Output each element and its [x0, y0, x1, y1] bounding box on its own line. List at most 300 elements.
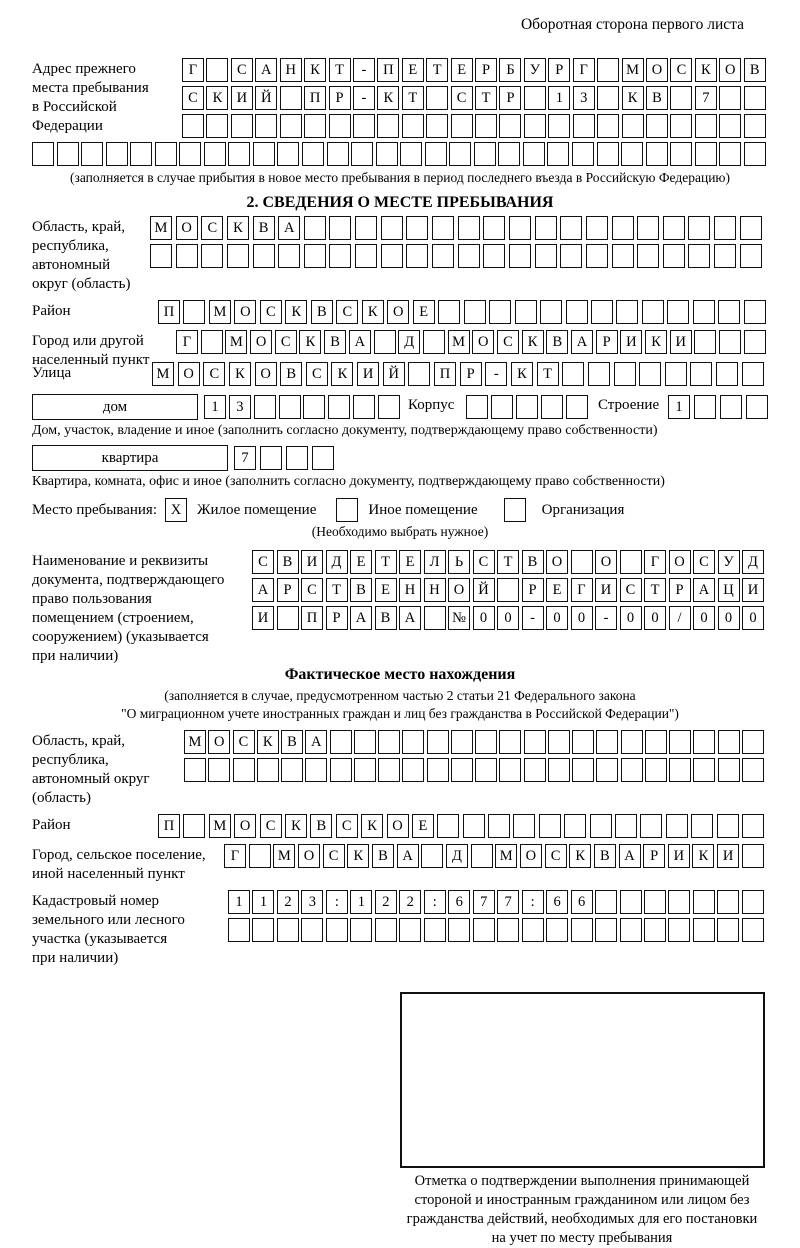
char-cell[interactable] [640, 814, 662, 838]
char-cell[interactable] [620, 918, 642, 942]
char-cell[interactable] [644, 890, 666, 914]
char-cell[interactable]: К [304, 58, 326, 82]
char-cell[interactable]: В [311, 300, 333, 324]
char-cell[interactable]: Р [326, 606, 348, 630]
char-cell[interactable] [426, 114, 448, 138]
char-cell[interactable] [670, 114, 692, 138]
char-cell[interactable] [408, 362, 430, 386]
char-cell[interactable]: Т [375, 550, 397, 574]
char-cell[interactable] [693, 730, 715, 754]
char-cell[interactable]: С [336, 814, 358, 838]
char-cell[interactable]: М [273, 844, 295, 868]
char-cell[interactable]: Е [350, 550, 372, 574]
char-cell[interactable] [451, 730, 473, 754]
char-cell[interactable] [597, 142, 619, 166]
char-cell[interactable] [646, 142, 668, 166]
char-cell[interactable] [597, 114, 619, 138]
char-cell[interactable]: О [387, 814, 409, 838]
char-cell[interactable]: К [229, 362, 251, 386]
char-cell[interactable] [694, 395, 716, 419]
char-cell[interactable] [693, 890, 715, 914]
char-cell[interactable] [595, 918, 617, 942]
char-cell[interactable] [378, 730, 400, 754]
char-cell[interactable]: Р [277, 578, 299, 602]
char-cell[interactable] [645, 730, 667, 754]
confirmation-stamp-box[interactable] [400, 992, 765, 1168]
char-cell[interactable] [378, 395, 400, 419]
char-cell[interactable]: О [234, 814, 256, 838]
checkbox-residential[interactable]: X [165, 498, 187, 522]
char-cell[interactable]: Е [546, 578, 568, 602]
char-cell[interactable]: В [277, 550, 299, 574]
char-cell[interactable]: 0 [742, 606, 764, 630]
char-cell[interactable] [228, 142, 250, 166]
char-cell[interactable]: Г [224, 844, 246, 868]
char-cell[interactable]: С [473, 550, 495, 574]
char-cell[interactable]: В [253, 216, 275, 240]
char-cell[interactable] [377, 114, 399, 138]
char-cell[interactable] [424, 606, 446, 630]
char-cell[interactable]: О [646, 58, 668, 82]
char-cell[interactable]: Р [460, 362, 482, 386]
char-cell[interactable]: Е [412, 814, 434, 838]
char-cell[interactable] [644, 918, 666, 942]
char-cell[interactable] [424, 918, 446, 942]
char-cell[interactable]: 7 [497, 890, 519, 914]
char-cell[interactable]: Г [571, 578, 593, 602]
char-cell[interactable]: М [209, 300, 231, 324]
char-cell[interactable]: М [225, 330, 247, 354]
char-cell[interactable]: В [546, 330, 568, 354]
char-cell[interactable]: В [310, 814, 332, 838]
char-cell[interactable] [255, 114, 277, 138]
char-cell[interactable] [596, 758, 618, 782]
char-cell[interactable] [451, 758, 473, 782]
char-cell[interactable]: - [353, 58, 375, 82]
char-cell[interactable]: Р [643, 844, 665, 868]
char-cell[interactable]: 2 [277, 890, 299, 914]
char-cell[interactable] [666, 814, 688, 838]
char-cell[interactable]: В [324, 330, 346, 354]
char-cell[interactable] [32, 142, 54, 166]
char-cell[interactable]: Н [280, 58, 302, 82]
char-cell[interactable] [57, 142, 79, 166]
char-cell[interactable] [718, 730, 740, 754]
char-cell[interactable]: П [158, 814, 180, 838]
char-cell[interactable]: Т [326, 578, 348, 602]
char-cell[interactable]: С [301, 578, 323, 602]
char-cell[interactable] [564, 814, 586, 838]
char-cell[interactable] [560, 216, 582, 240]
char-cell[interactable] [621, 730, 643, 754]
char-cell[interactable]: К [285, 814, 307, 838]
char-cell[interactable] [668, 918, 690, 942]
char-cell[interactable] [744, 142, 766, 166]
char-cell[interactable] [595, 890, 617, 914]
char-cell[interactable] [473, 918, 495, 942]
char-cell[interactable] [744, 330, 766, 354]
char-cell[interactable]: С [203, 362, 225, 386]
char-cell[interactable]: : [522, 890, 544, 914]
char-cell[interactable] [402, 758, 424, 782]
char-cell[interactable]: 1 [668, 395, 690, 419]
char-cell[interactable] [548, 730, 570, 754]
char-cell[interactable] [474, 142, 496, 166]
char-cell[interactable]: И [717, 844, 739, 868]
char-cell[interactable] [376, 142, 398, 166]
char-cell[interactable]: Т [497, 550, 519, 574]
char-cell[interactable]: С [260, 300, 282, 324]
char-cell[interactable] [524, 114, 546, 138]
char-cell[interactable]: 0 [644, 606, 666, 630]
char-cell[interactable] [744, 114, 766, 138]
char-cell[interactable]: К [645, 330, 667, 354]
char-cell[interactable] [498, 142, 520, 166]
char-cell[interactable]: В [646, 86, 668, 110]
char-cell[interactable] [509, 244, 531, 268]
char-cell[interactable] [590, 814, 612, 838]
char-cell[interactable] [402, 114, 424, 138]
char-cell[interactable]: С [670, 58, 692, 82]
char-cell[interactable]: Т [329, 58, 351, 82]
char-cell[interactable]: А [693, 578, 715, 602]
char-cell[interactable]: С [451, 86, 473, 110]
char-cell[interactable]: К [622, 86, 644, 110]
char-cell[interactable] [744, 86, 766, 110]
char-cell[interactable] [399, 918, 421, 942]
char-cell[interactable]: М [184, 730, 206, 754]
char-cell[interactable] [437, 814, 459, 838]
char-cell[interactable] [179, 142, 201, 166]
char-cell[interactable] [717, 890, 739, 914]
char-cell[interactable] [614, 362, 636, 386]
char-cell[interactable]: И [357, 362, 379, 386]
char-cell[interactable]: В [281, 730, 303, 754]
char-cell[interactable]: Д [398, 330, 420, 354]
char-cell[interactable]: О [595, 550, 617, 574]
char-cell[interactable] [637, 216, 659, 240]
char-cell[interactable]: 7 [473, 890, 495, 914]
char-cell[interactable] [562, 362, 584, 386]
char-cell[interactable]: С [545, 844, 567, 868]
char-cell[interactable] [458, 244, 480, 268]
char-cell[interactable]: 0 [497, 606, 519, 630]
char-cell[interactable]: О [472, 330, 494, 354]
char-cell[interactable] [353, 395, 375, 419]
char-cell[interactable] [499, 114, 521, 138]
char-cell[interactable] [720, 395, 742, 419]
char-cell[interactable]: 1 [204, 395, 226, 419]
char-cell[interactable]: О [255, 362, 277, 386]
char-cell[interactable]: К [377, 86, 399, 110]
char-cell[interactable] [688, 244, 710, 268]
char-cell[interactable]: Г [644, 550, 666, 574]
char-cell[interactable] [280, 86, 302, 110]
char-cell[interactable] [183, 300, 205, 324]
char-cell[interactable] [491, 395, 513, 419]
char-cell[interactable]: А [350, 606, 372, 630]
char-cell[interactable]: С [620, 578, 642, 602]
char-cell[interactable] [586, 216, 608, 240]
char-cell[interactable]: В [372, 844, 394, 868]
char-cell[interactable]: Ь [448, 550, 470, 574]
char-cell[interactable] [541, 395, 563, 419]
char-cell[interactable]: Е [402, 58, 424, 82]
char-cell[interactable] [516, 395, 538, 419]
char-cell[interactable] [667, 300, 689, 324]
char-cell[interactable] [740, 216, 762, 240]
char-cell[interactable]: О [250, 330, 272, 354]
char-cell[interactable] [475, 114, 497, 138]
char-cell[interactable] [719, 86, 741, 110]
char-cell[interactable]: Л [424, 550, 446, 574]
char-cell[interactable]: О [234, 300, 256, 324]
checkbox-organization[interactable] [504, 498, 526, 522]
char-cell[interactable] [201, 330, 223, 354]
char-cell[interactable] [716, 362, 738, 386]
char-cell[interactable]: Й [255, 86, 277, 110]
char-cell[interactable] [744, 300, 766, 324]
char-cell[interactable] [329, 244, 351, 268]
char-cell[interactable] [302, 142, 324, 166]
char-cell[interactable]: Р [669, 578, 691, 602]
char-cell[interactable] [277, 142, 299, 166]
char-cell[interactable] [438, 300, 460, 324]
char-cell[interactable] [620, 890, 642, 914]
char-cell[interactable]: О [448, 578, 470, 602]
char-cell[interactable]: 2 [399, 890, 421, 914]
char-cell[interactable]: Т [475, 86, 497, 110]
char-cell[interactable]: С [233, 730, 255, 754]
char-cell[interactable] [546, 918, 568, 942]
char-cell[interactable]: 6 [448, 890, 470, 914]
char-cell[interactable]: 3 [573, 86, 595, 110]
char-cell[interactable]: 1 [252, 890, 274, 914]
char-cell[interactable] [694, 330, 716, 354]
char-cell[interactable]: М [209, 814, 231, 838]
char-cell[interactable] [646, 114, 668, 138]
char-cell[interactable] [227, 244, 249, 268]
char-cell[interactable] [586, 244, 608, 268]
char-cell[interactable]: У [718, 550, 740, 574]
char-cell[interactable] [742, 918, 764, 942]
char-cell[interactable] [208, 758, 230, 782]
char-cell[interactable]: К [285, 300, 307, 324]
char-cell[interactable] [560, 244, 582, 268]
char-cell[interactable] [326, 918, 348, 942]
char-cell[interactable]: В [350, 578, 372, 602]
char-cell[interactable] [566, 395, 588, 419]
char-cell[interactable] [573, 114, 595, 138]
char-cell[interactable] [253, 244, 275, 268]
char-cell[interactable]: 2 [375, 890, 397, 914]
char-cell[interactable] [665, 362, 687, 386]
char-cell[interactable]: Т [402, 86, 424, 110]
char-cell[interactable]: К [257, 730, 279, 754]
char-cell[interactable]: М [622, 58, 644, 82]
char-cell[interactable] [621, 758, 643, 782]
char-cell[interactable] [535, 244, 557, 268]
char-cell[interactable] [497, 918, 519, 942]
char-cell[interactable]: Т [644, 578, 666, 602]
char-cell[interactable] [669, 730, 691, 754]
char-cell[interactable]: 0 [473, 606, 495, 630]
char-cell[interactable]: 3 [301, 890, 323, 914]
char-cell[interactable] [742, 730, 764, 754]
char-cell[interactable]: 3 [229, 395, 251, 419]
char-cell[interactable] [304, 244, 326, 268]
char-cell[interactable] [670, 142, 692, 166]
char-cell[interactable] [381, 244, 403, 268]
char-cell[interactable] [714, 216, 736, 240]
char-cell[interactable] [378, 758, 400, 782]
char-cell[interactable]: П [434, 362, 456, 386]
char-cell[interactable] [466, 395, 488, 419]
char-cell[interactable] [522, 918, 544, 942]
char-cell[interactable] [597, 86, 619, 110]
char-cell[interactable] [427, 758, 449, 782]
char-cell[interactable] [663, 244, 685, 268]
char-cell[interactable]: 0 [571, 606, 593, 630]
char-cell[interactable]: К [692, 844, 714, 868]
char-cell[interactable]: Р [499, 86, 521, 110]
char-cell[interactable]: Т [537, 362, 559, 386]
char-cell[interactable] [330, 730, 352, 754]
char-cell[interactable] [668, 890, 690, 914]
char-cell[interactable]: И [668, 844, 690, 868]
char-cell[interactable]: И [620, 330, 642, 354]
char-cell[interactable] [515, 300, 537, 324]
char-cell[interactable]: Е [451, 58, 473, 82]
char-cell[interactable] [488, 814, 510, 838]
char-cell[interactable] [524, 758, 546, 782]
char-cell[interactable]: О [178, 362, 200, 386]
char-cell[interactable]: И [595, 578, 617, 602]
char-cell[interactable] [669, 758, 691, 782]
char-cell[interactable]: Т [426, 58, 448, 82]
char-cell[interactable]: И [301, 550, 323, 574]
char-cell[interactable]: / [669, 606, 691, 630]
char-cell[interactable]: О [208, 730, 230, 754]
char-cell[interactable] [693, 300, 715, 324]
char-cell[interactable]: А [252, 578, 274, 602]
char-cell[interactable]: О [298, 844, 320, 868]
char-cell[interactable] [483, 216, 505, 240]
char-cell[interactable]: К [511, 362, 533, 386]
char-cell[interactable]: М [448, 330, 470, 354]
char-cell[interactable]: О [176, 216, 198, 240]
char-cell[interactable] [327, 142, 349, 166]
char-cell[interactable] [548, 758, 570, 782]
char-cell[interactable] [354, 758, 376, 782]
char-cell[interactable]: С [336, 300, 358, 324]
char-cell[interactable] [233, 758, 255, 782]
char-cell[interactable] [253, 142, 275, 166]
char-cell[interactable]: 1 [548, 86, 570, 110]
char-cell[interactable] [471, 844, 493, 868]
char-cell[interactable] [350, 918, 372, 942]
char-cell[interactable] [513, 814, 535, 838]
char-cell[interactable]: К [695, 58, 717, 82]
char-cell[interactable] [483, 244, 505, 268]
char-cell[interactable]: И [742, 578, 764, 602]
char-cell[interactable] [742, 362, 764, 386]
char-cell[interactable] [228, 918, 250, 942]
char-cell[interactable]: С [260, 814, 282, 838]
char-cell[interactable]: 0 [546, 606, 568, 630]
char-cell[interactable] [622, 114, 644, 138]
char-cell[interactable]: В [522, 550, 544, 574]
char-cell[interactable]: № [448, 606, 470, 630]
char-cell[interactable]: Й [473, 578, 495, 602]
char-cell[interactable]: А [571, 330, 593, 354]
char-cell[interactable] [475, 758, 497, 782]
char-cell[interactable] [448, 918, 470, 942]
char-cell[interactable] [281, 758, 303, 782]
char-cell[interactable]: С [306, 362, 328, 386]
char-cell[interactable]: К [361, 814, 383, 838]
char-cell[interactable] [402, 730, 424, 754]
char-cell[interactable]: С [201, 216, 223, 240]
char-cell[interactable] [742, 814, 764, 838]
char-cell[interactable]: В [744, 58, 766, 82]
char-cell[interactable] [183, 814, 205, 838]
char-cell[interactable] [572, 730, 594, 754]
char-cell[interactable] [400, 142, 422, 166]
char-cell[interactable] [691, 814, 713, 838]
char-cell[interactable] [206, 58, 228, 82]
char-cell[interactable] [449, 142, 471, 166]
char-cell[interactable] [717, 918, 739, 942]
char-cell[interactable] [718, 758, 740, 782]
char-cell[interactable]: Н [424, 578, 446, 602]
char-cell[interactable]: О [546, 550, 568, 574]
char-cell[interactable] [406, 216, 428, 240]
char-cell[interactable] [374, 330, 396, 354]
char-cell[interactable] [305, 758, 327, 782]
char-cell[interactable] [597, 58, 619, 82]
char-cell[interactable]: Е [375, 578, 397, 602]
char-cell[interactable]: К [522, 330, 544, 354]
char-cell[interactable] [588, 362, 610, 386]
char-cell[interactable]: 1 [350, 890, 372, 914]
char-cell[interactable] [746, 395, 768, 419]
char-cell[interactable]: К [347, 844, 369, 868]
char-cell[interactable] [304, 114, 326, 138]
char-cell[interactable] [509, 216, 531, 240]
char-cell[interactable]: : [424, 890, 446, 914]
char-cell[interactable] [381, 216, 403, 240]
char-cell[interactable] [423, 330, 445, 354]
char-cell[interactable]: С [693, 550, 715, 574]
char-cell[interactable]: Р [329, 86, 351, 110]
char-cell[interactable] [351, 142, 373, 166]
char-cell[interactable] [612, 216, 634, 240]
char-cell[interactable]: Р [596, 330, 618, 354]
char-cell[interactable]: М [152, 362, 174, 386]
char-cell[interactable]: Г [176, 330, 198, 354]
char-cell[interactable] [714, 244, 736, 268]
char-cell[interactable] [280, 114, 302, 138]
char-cell[interactable]: К [569, 844, 591, 868]
char-cell[interactable]: О [669, 550, 691, 574]
char-cell[interactable] [688, 216, 710, 240]
char-cell[interactable]: П [301, 606, 323, 630]
char-cell[interactable] [406, 244, 428, 268]
char-cell[interactable] [572, 758, 594, 782]
char-cell[interactable] [451, 114, 473, 138]
char-cell[interactable] [421, 844, 443, 868]
